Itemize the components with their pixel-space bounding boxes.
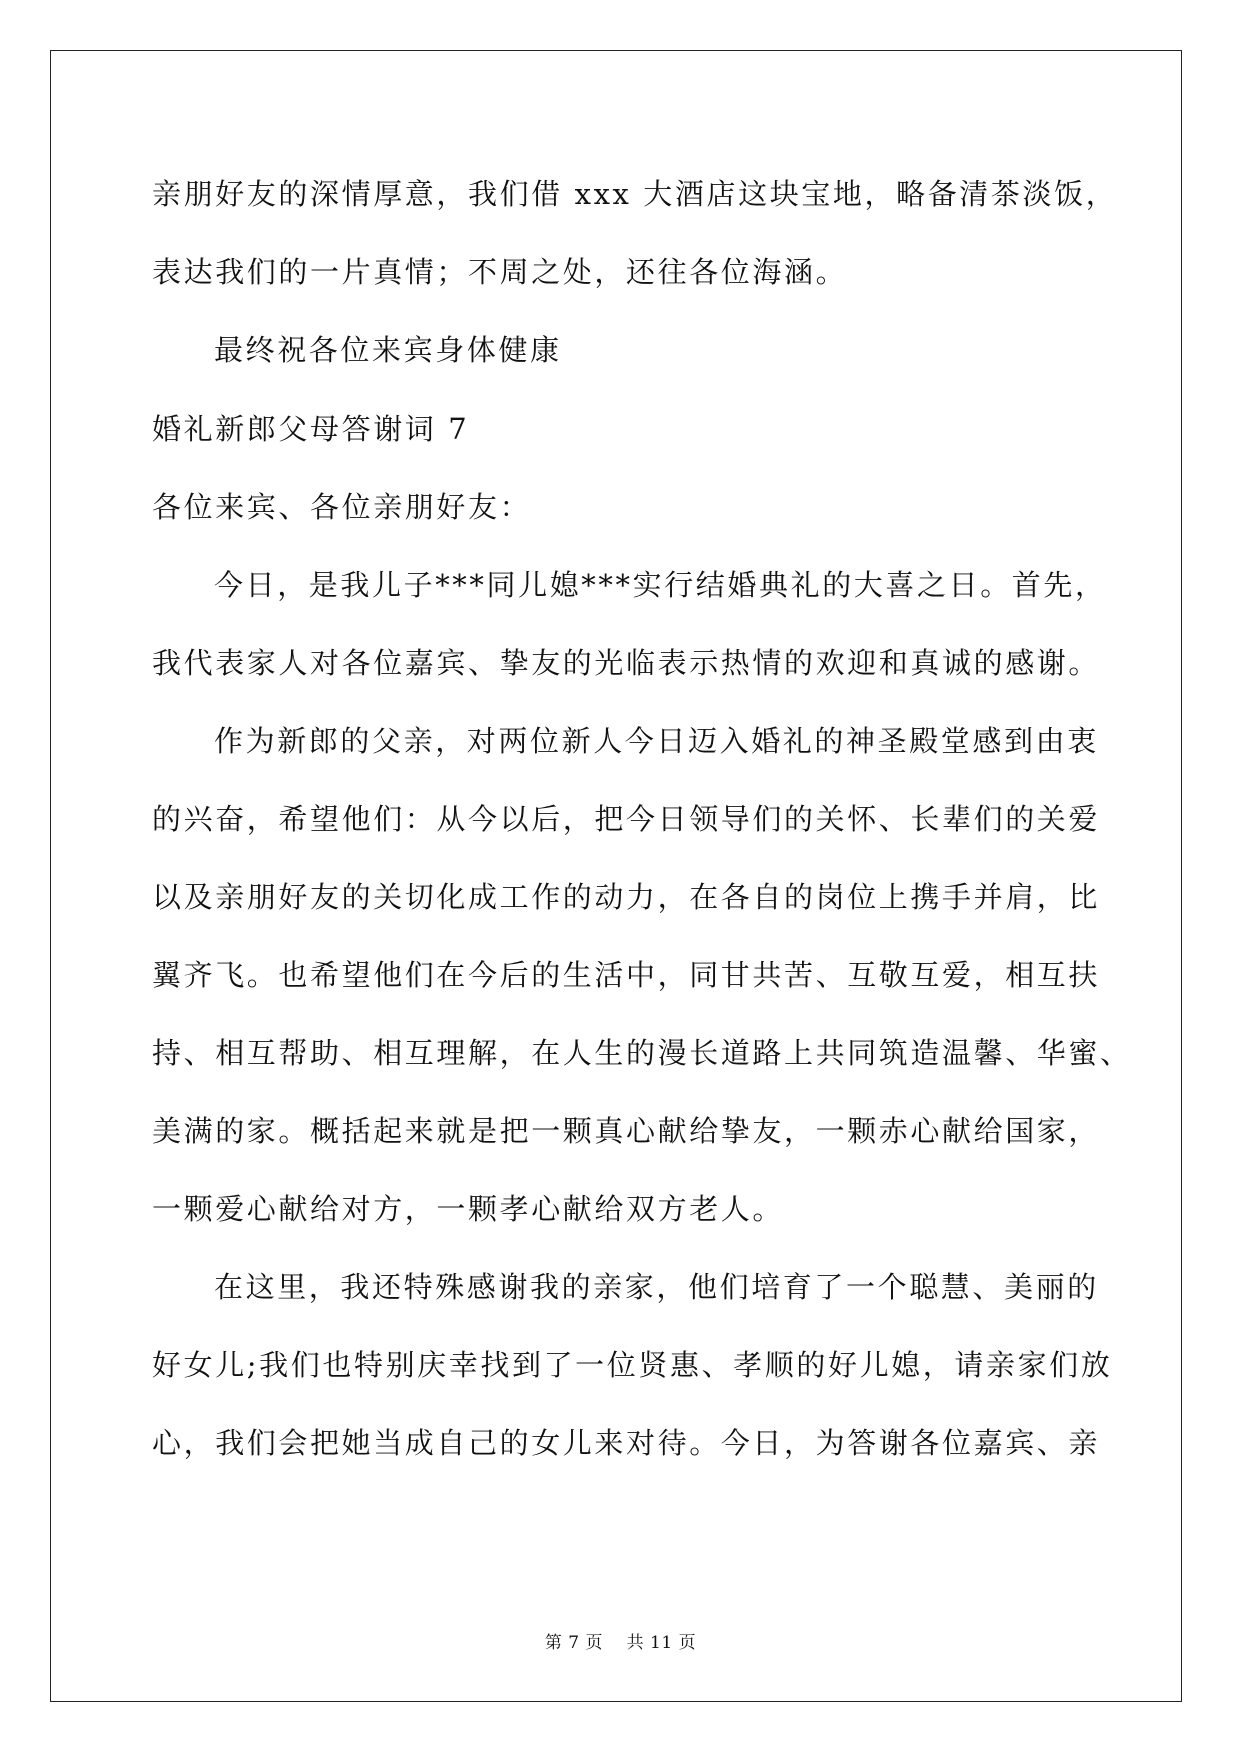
closing-line: 最终祝各位来宾身体健康 <box>214 333 562 367</box>
body-text-line: 在这里，我还特殊感谢我的亲家，他们培育了一个聪慧、美丽的 <box>214 1270 1099 1304</box>
body-text-line: 表达我们的一片真情；不周之处，还往各位海涵。 <box>152 255 848 289</box>
body-text-line: 好女儿;我们也特别庆幸找到了一位贤惠、孝顺的好儿媳，请亲家们放 <box>152 1348 1113 1382</box>
section-heading: 婚礼新郎父母答谢词 7 <box>152 412 470 446</box>
body-text-line: 作为新郎的父亲，对两位新人今日迈入婚礼的神圣殿堂感到由衷 <box>214 724 1099 758</box>
body-text-line: 美满的家。概括起来就是把一颗真心献给挚友，一颗赤心献给国家， <box>152 1114 1101 1148</box>
body-text-line: 亲朋好友的深情厚意，我们借 xxx 大酒店这块宝地，略备清茶淡饭， <box>152 177 1118 211</box>
body-text-line: 今日，是我儿子***同儿媳***实行结婚典礼的大喜之日。首先， <box>214 568 1107 602</box>
page-number-footer: 第 7 页 共 11 页 <box>544 1633 697 1653</box>
body-text-line: 持、相互帮助、相互理解，在人生的漫长道路上共同筑造温馨、华蜜、 <box>152 1036 1132 1070</box>
body-text-line: 一颗爱心献给对方，一颗孝心献给双方老人。 <box>152 1192 785 1226</box>
body-text-line: 以及亲朋好友的关切化成工作的动力，在各自的岗位上携手并肩，比 <box>152 880 1101 914</box>
body-text-line: 翼齐飞。也希望他们在今后的生活中，同甘共苦、互敬互爱，相互扶 <box>152 958 1101 992</box>
body-text-line: 我代表家人对各位嘉宾、挚友的光临表示热情的欢迎和真诚的感谢。 <box>152 646 1101 680</box>
body-text-line: 心，我们会把她当成自己的女儿来对待。今日，为答谢各位嘉宾、亲 <box>152 1426 1101 1460</box>
body-text-line: 的兴奋，希望他们：从今以后，把今日领导们的关怀、长辈们的关爱 <box>152 802 1101 836</box>
salutation: 各位来宾、各位亲朋好友： <box>152 490 532 524</box>
